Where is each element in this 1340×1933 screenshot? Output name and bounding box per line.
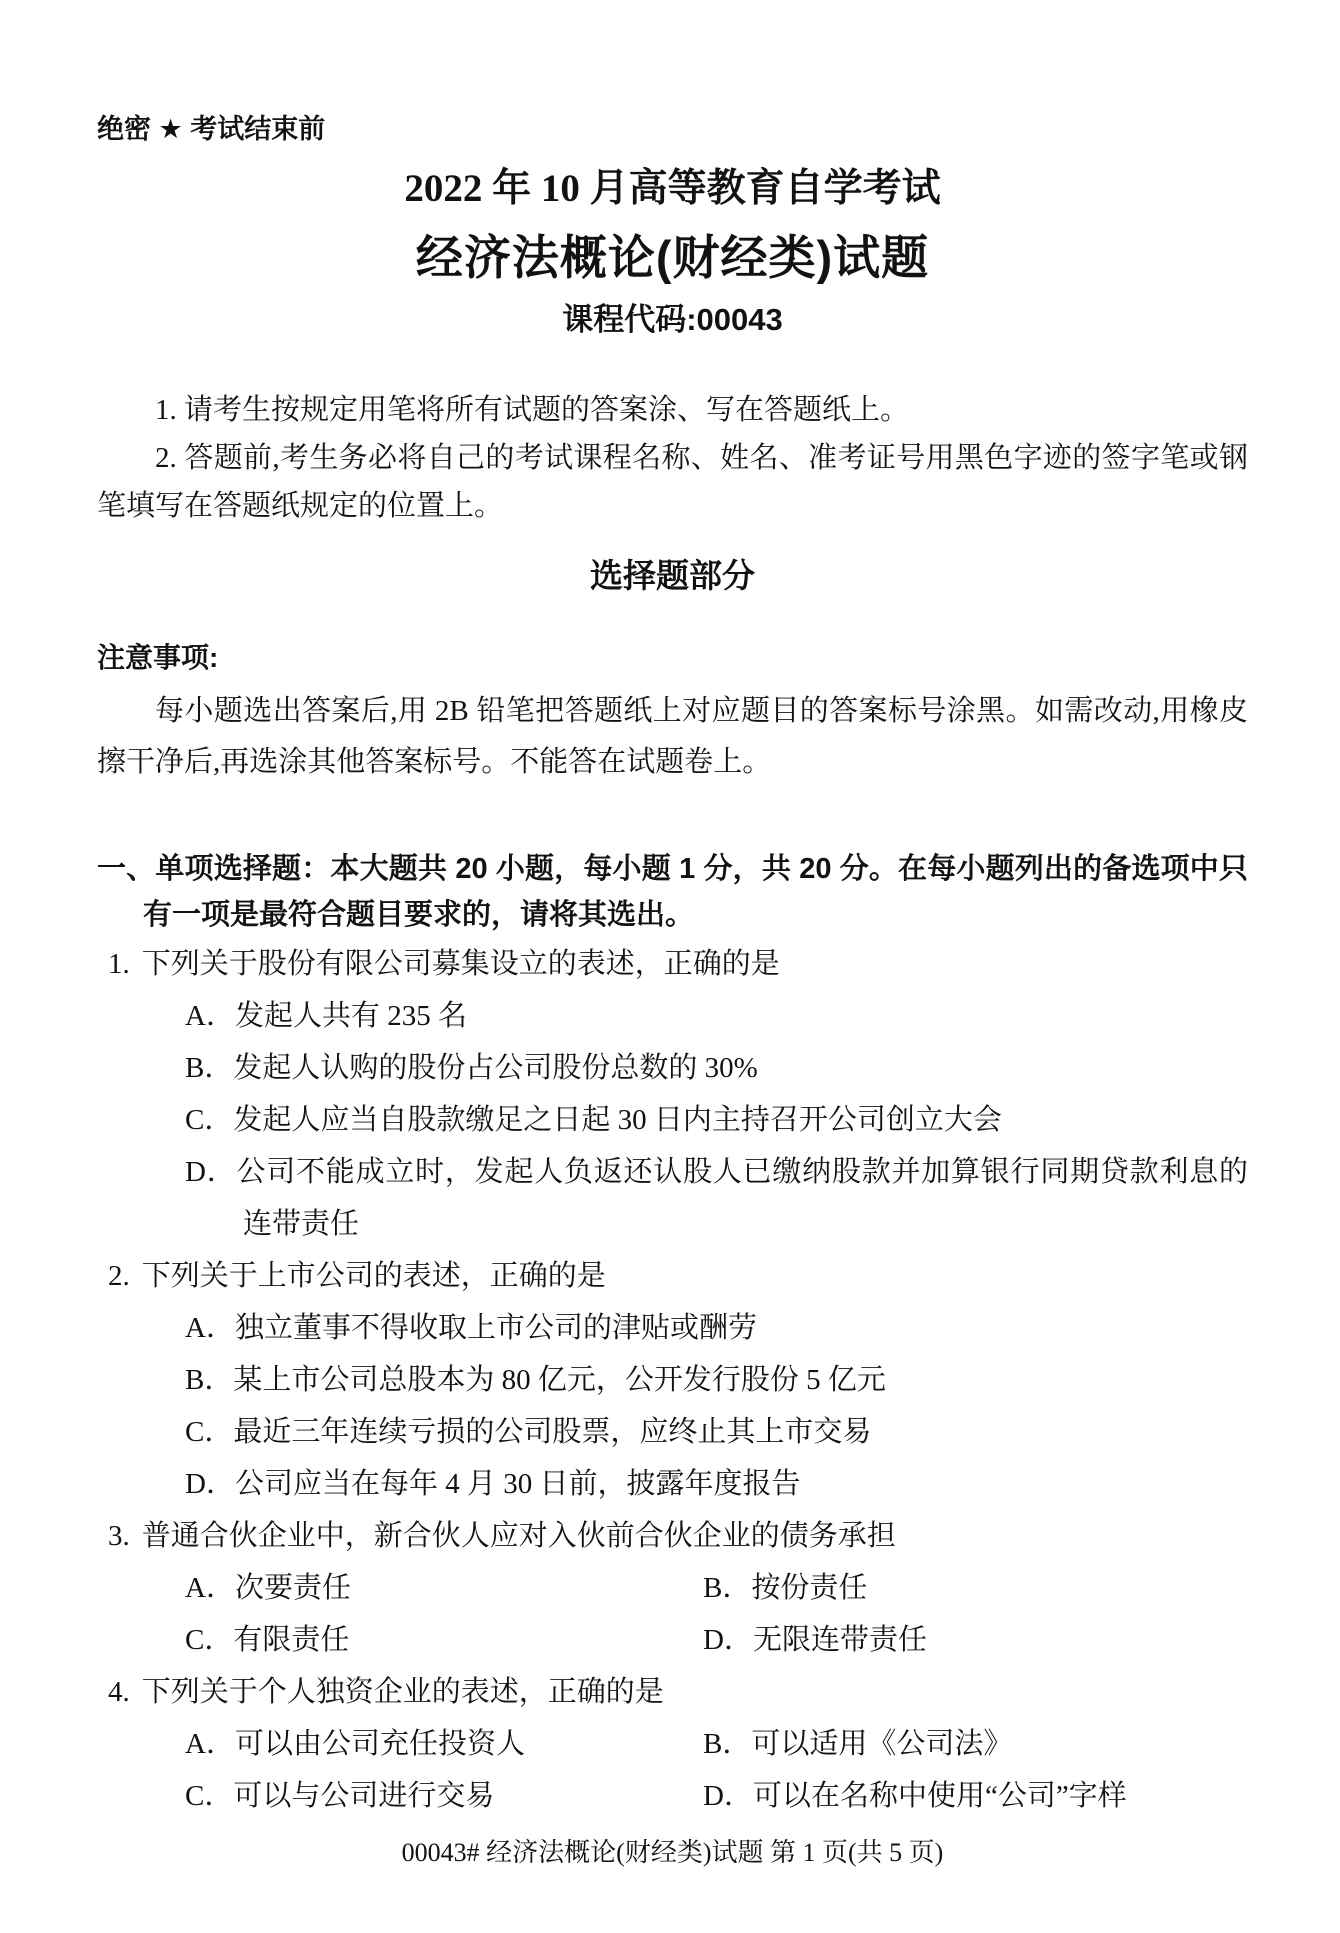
question-3-stem: 普通合伙企业中，新合伙人应对入伙前合伙企业的债务承担 [141,1520,896,1552]
question-3-stem-line [97,1510,1248,1562]
question-1-option-b: B．发起人认购的股份占公司股份总数的 30% [185,1052,758,1084]
question-3-option-a: A．次要责任 [185,1572,351,1604]
question-3-option-row-2 [97,1614,1248,1666]
instruction-item-2: 2. 答题前,考生务必将自己的考试课程名称、姓名、准考证号用黑色字迹的签字笔或钢笔填写在答题纸规定的位置上。 [97,442,1248,522]
question-3-number: 3. [108,1520,130,1552]
notice-heading: 注意事项: [97,642,219,673]
section-title: 选择题部分 [590,557,755,594]
question-list [97,938,1248,1822]
question-4-option-b: B．可以适用《公司法》 [703,1728,1013,1760]
question-2 [97,1250,1248,1510]
question-4 [97,1666,1248,1822]
question-1-stem-line [97,938,1248,990]
part-one-heading: 一、单项选择题：本大题共 20 小题，每小题 1 分，共 20 分。在每小题列出的备选项中只有一项是最符合题目要求的，请将其选出。 [97,853,1248,931]
question-4-option-row-2 [97,1770,1248,1822]
instruction-item-1: 1. 请考生按规定用笔将所有试题的答案涂、写在答题纸上。 [155,394,910,426]
question-3-option-b: B．按份责任 [703,1572,868,1604]
question-4-stem: 下列关于个人独资企业的表述，正确的是 [141,1676,664,1708]
question-1-option-d: D．公司不能成立时，发起人负返还认股人已缴纳股款并加算银行同期贷款利息的连带责任 [185,1156,1248,1240]
question-4-option-row-1 [97,1718,1248,1770]
question-3-option-c: C．有限责任 [185,1624,350,1656]
question-2-option-c: C．最近三年连续亏损的公司股票，应终止其上市交易 [185,1416,872,1448]
question-4-option-c: C．可以与公司进行交易 [185,1780,495,1812]
question-4-option-d: D．可以在名称中使用“公司”字样 [703,1780,1127,1812]
question-2-stem: 下列关于上市公司的表述，正确的是 [141,1260,606,1292]
question-3-option-row-1 [97,1562,1248,1614]
question-4-stem-line [97,1666,1248,1718]
question-2-number: 2. [108,1260,130,1292]
question-1-option-a: A．发起人共有 235 名 [185,1000,467,1032]
question-2-option-b: B．某上市公司总股本为 80 亿元，公开发行股份 5 亿元 [185,1364,886,1396]
question-4-option-a: A．可以由公司充任投资人 [185,1728,525,1760]
question-2-option-d: D．公司应当在每年 4 月 30 日前，披露年度报告 [185,1468,801,1500]
question-2-option-a: A．独立董事不得收取上市公司的津贴或酬劳 [185,1312,757,1344]
question-1 [97,938,1248,1250]
classification-label: 绝密 ★ 考试结束前 [97,114,326,144]
paper-title: 经济法概论(财经类)试题 [415,231,930,284]
exam-session-title: 2022 年 10 月高等教育自学考试 [404,167,941,210]
question-3 [97,1510,1248,1666]
question-2-stem-line [97,1250,1248,1302]
question-1-stem: 下列关于股份有限公司募集设立的表述，正确的是 [141,948,780,980]
notice-paragraph: 每小题选出答案后,用 2B 铅笔把答题纸上对应题目的答案标号涂黑。如需改动,用橡皮擦干净后,再选涂其他答案标号。不能答在试题卷上。 [97,695,1248,778]
page-footer: 00043# 经济法概论(财经类)试题 第 1 页(共 5 页) [401,1838,944,1867]
question-4-number: 4. [108,1676,130,1708]
course-code: 课程代码:00043 [562,302,783,337]
question-1-number: 1. [108,948,130,980]
question-3-option-d: D．无限连带责任 [703,1624,927,1656]
question-1-option-c: C．发起人应当自股款缴足之日起 30 日内主持召开公司创立大会 [185,1104,1002,1136]
